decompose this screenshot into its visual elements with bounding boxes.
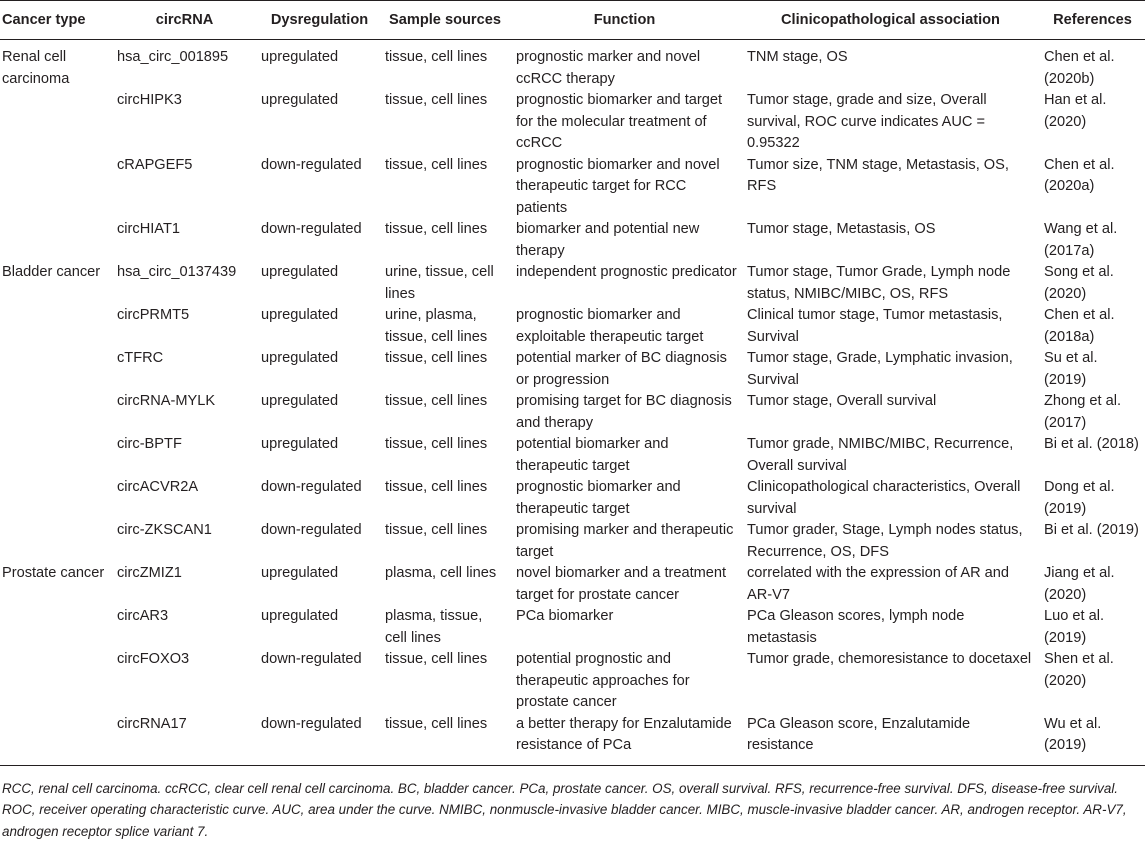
circrna-cell: circAR3 — [117, 608, 169, 624]
function-cell: biomarker and potential new therapy — [516, 221, 700, 259]
table-row — [0, 262, 1145, 305]
circrna-cell: hsa_circ_001895 — [117, 49, 229, 65]
function-cell: a better therapy for Enzalutamide resistance of PCa — [508, 714, 741, 766]
reference-cell: Su et al. (2019) — [1044, 350, 1098, 388]
function-cell: prognostic biomarker and novel therapeutic target for RCC patients — [516, 156, 720, 216]
table-footnote: RCC, renal cell carcinoma. ccRCC, clear cell renal cell carcinoma. BC, bladder cancer. PCa, prostate cancer. OS, overall survival. RFS, recurrence-free survival. DFS, disease-free survival. ROC, receiver operating characteristic curve. AUC, area under the curve. NMIBC, nonmuscle-invasive bladder cancer. MIBC, muscle-invasive bladder cancer. AR, androgen receptor. AR-V7, androgen receptor splice variant 7. — [2, 780, 1127, 839]
cancer-type-cell — [0, 219, 112, 262]
header-function: Function — [508, 1, 741, 40]
sample-sources-cell: tissue, cell lines — [385, 221, 488, 237]
cancer-type-cell — [0, 520, 112, 563]
function-cell: promising marker and therapeutic target — [516, 522, 734, 560]
clinicopathological-association-cell: PCa Gleason score, Enzalutamide resistance — [741, 714, 1040, 766]
circrna-cell: circRNA17 — [112, 714, 257, 766]
circrna-cell: circZMIZ1 — [117, 565, 182, 581]
sample-sources-cell: plasma, cell lines — [385, 565, 497, 581]
reference-cell: Song et al. (2020) — [1044, 264, 1114, 302]
table-row — [0, 219, 1145, 262]
dysregulation-cell: down-regulated — [261, 156, 362, 173]
header-cancer-type: Cancer type — [0, 1, 112, 40]
dysregulation-cell: down-regulated — [257, 714, 382, 766]
reference-cell: Bi et al. (2019) — [1044, 522, 1139, 538]
function-cell: potential marker of BC diagnosis or progression — [516, 350, 727, 388]
header-references: References — [1040, 1, 1145, 40]
sample-sources-cell: tissue, cell lines — [382, 714, 508, 766]
function-cell: PCa biomarker — [516, 608, 614, 624]
dysregulation-cell: down-regulated — [261, 522, 362, 538]
reference-cell: Han et al. (2020) — [1044, 92, 1107, 130]
reference-cell: Chen et al. (2020b) — [1044, 49, 1115, 87]
circrna-cell: circPRMT5 — [117, 307, 190, 323]
cancer-type-cell — [0, 606, 112, 649]
clinicopathological-association-cell: Tumor stage, Tumor Grade, Lymph node status, NMIBC/MIBC, OS, RFS — [747, 264, 1011, 302]
table-row — [0, 305, 1145, 348]
sample-sources-cell: tissue, cell lines — [385, 156, 488, 173]
reference-cell: Shen et al. (2020) — [1044, 651, 1114, 689]
header-clinicopathological-association: Clinicopathological association — [741, 1, 1040, 40]
sample-sources-cell: tissue, cell lines — [385, 522, 488, 538]
sample-sources-cell: tissue, cell lines — [385, 393, 488, 409]
clinicopathological-association-cell: Tumor grade, NMIBC/MIBC, Recurrence, Overall survival — [747, 436, 1014, 474]
dysregulation-cell: upregulated — [261, 436, 339, 452]
function-cell: potential prognostic and therapeutic approaches for prostate cancer — [516, 651, 690, 710]
circrna-cell: circ-ZKSCAN1 — [117, 522, 212, 538]
clinicopathological-association-cell: Tumor stage, Overall survival — [747, 393, 937, 409]
table-row — [0, 391, 1145, 434]
dysregulation-cell: upregulated — [261, 350, 339, 366]
clinicopathological-association-cell: Tumor stage, Grade, Lymphatic invasion, Survival — [747, 350, 1013, 388]
circrna-cell: cRAPGEF5 — [117, 156, 193, 173]
cancer-type-cell — [0, 477, 112, 520]
reference-cell: Chen et al. (2018a) — [1044, 307, 1115, 345]
dysregulation-cell: down-regulated — [261, 479, 362, 495]
cancer-type-cell: Bladder cancer — [2, 264, 101, 280]
clinicopathological-association-cell: Tumor stage, grade and size, Overall survival, ROC curve indicates AUC = 0.95322 — [747, 92, 987, 151]
cancer-type-cell — [0, 391, 112, 434]
clinicopathological-association-cell: Tumor size, TNM stage, Metastasis, OS, RFS — [747, 156, 1009, 194]
sample-sources-cell: tissue, cell lines — [385, 49, 488, 65]
dysregulation-cell: upregulated — [261, 264, 339, 280]
circrna-cell: circHIAT1 — [117, 221, 180, 237]
dysregulation-cell: down-regulated — [261, 221, 362, 237]
cancer-type-cell — [0, 155, 112, 220]
circrna-cell: circHIPK3 — [117, 92, 182, 108]
clinicopathological-association-cell: Tumor stage, Metastasis, OS — [747, 221, 936, 237]
sample-sources-cell: tissue, cell lines — [385, 92, 488, 108]
table-row — [0, 714, 1145, 766]
cancer-type-cell — [0, 434, 112, 477]
sample-sources-cell: tissue, cell lines — [385, 350, 488, 366]
clinicopathological-association-cell: Tumor grader, Stage, Lymph nodes status, Recurrence, OS, DFS — [747, 522, 1023, 560]
function-cell: prognostic biomarker and target for the molecular treatment of ccRCC — [516, 92, 723, 151]
sample-sources-cell: tissue, cell lines — [385, 479, 488, 495]
dysregulation-cell: upregulated — [261, 608, 339, 624]
cancer-type-cell — [0, 649, 112, 714]
function-cell: prognostic marker and novel ccRCC therapy — [516, 49, 701, 87]
header-circrna: circRNA — [112, 1, 257, 40]
sample-sources-cell: tissue, cell lines — [385, 651, 488, 667]
table-row — [0, 606, 1145, 649]
clinicopathological-association-cell: Clinicopathological characteristics, Overall survival — [747, 479, 1021, 517]
table-row — [0, 563, 1145, 606]
circrna-cell: hsa_circ_0137439 — [117, 264, 237, 280]
dysregulation-cell: upregulated — [261, 49, 339, 65]
circrna-cell: circFOXO3 — [117, 651, 190, 667]
dysregulation-cell: upregulated — [261, 565, 339, 581]
circrna-cell: circACVR2A — [117, 479, 199, 495]
sample-sources-cell: plasma, tissue, cell lines — [385, 608, 483, 646]
cancer-type-cell — [0, 714, 112, 766]
reference-cell: Wang et al. (2017a) — [1044, 221, 1118, 259]
reference-cell: Luo et al. (2019) — [1044, 608, 1105, 646]
function-cell: potential biomarker and therapeutic target — [516, 436, 669, 474]
function-cell: novel biomarker and a treatment target for prostate cancer — [516, 565, 727, 603]
header-dysregulation: Dysregulation — [257, 1, 382, 40]
circrna-cell: cTFRC — [117, 350, 164, 366]
function-cell: promising target for BC diagnosis and therapy — [516, 393, 732, 431]
dysregulation-cell: upregulated — [261, 92, 339, 108]
function-cell: prognostic biomarker and therapeutic target — [516, 479, 681, 517]
reference-cell: Dong et al. (2019) — [1044, 479, 1115, 517]
table-row — [0, 434, 1145, 477]
circrna-cell: circ-BPTF — [117, 436, 182, 452]
clinicopathological-association-cell: Clinical tumor stage, Tumor metastasis, Survival — [747, 307, 1003, 345]
reference-cell: Bi et al. (2018) — [1044, 436, 1139, 452]
reference-cell: Chen et al. (2020a) — [1044, 156, 1115, 194]
table-row — [0, 90, 1145, 155]
cancer-type-cell — [0, 90, 112, 155]
circrna-cell: circRNA-MYLK — [117, 393, 216, 409]
function-cell: prognostic biomarker and exploitable therapeutic target — [516, 307, 704, 345]
table-row — [0, 40, 1145, 91]
clinicopathological-association-cell: Tumor grade, chemoresistance to docetaxel — [747, 651, 1032, 667]
reference-cell: Jiang et al. (2020) — [1044, 565, 1115, 603]
cancer-type-cell — [0, 305, 112, 348]
table-row — [0, 348, 1145, 391]
clinicopathological-association-cell: correlated with the expression of AR and AR-V7 — [747, 565, 1010, 603]
reference-cell: Zhong et al. (2017) — [1044, 393, 1122, 431]
cancer-type-cell: Renal cell carcinoma — [2, 49, 70, 87]
table-row — [0, 520, 1145, 563]
reference-cell: Wu et al. (2019) — [1040, 714, 1145, 766]
header-sample-sources: Sample sources — [382, 1, 508, 40]
function-cell: independent prognostic predicator — [516, 264, 737, 280]
clinicopathological-association-cell: TNM stage, OS — [747, 49, 848, 65]
cancer-type-cell — [0, 348, 112, 391]
dysregulation-cell: upregulated — [261, 393, 339, 409]
sample-sources-cell: urine, plasma, tissue, cell lines — [385, 307, 488, 345]
sample-sources-cell: tissue, cell lines — [385, 436, 488, 452]
table-header — [0, 1, 1145, 40]
table-body — [0, 40, 1145, 766]
dysregulation-cell: upregulated — [261, 307, 339, 323]
header-row — [0, 1, 1145, 40]
sample-sources-cell: urine, tissue, cell lines — [385, 264, 494, 302]
table-row — [0, 477, 1145, 520]
table-row — [0, 155, 1145, 220]
clinicopathological-association-cell: PCa Gleason scores, lymph node metastasis — [747, 608, 965, 646]
table-row — [0, 649, 1145, 714]
cancer-type-cell: Prostate cancer — [2, 565, 105, 581]
dysregulation-cell: down-regulated — [261, 651, 362, 667]
